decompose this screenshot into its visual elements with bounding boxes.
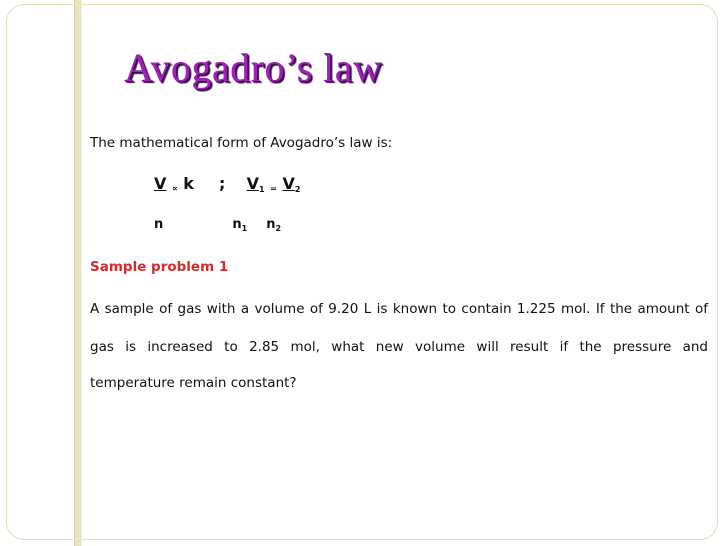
- formula-v2-letter: V: [282, 174, 295, 193]
- formula-v1: [247, 174, 265, 193]
- formula-v1-letter: V: [246, 174, 259, 193]
- slide-title: Avogadro’s law: [124, 45, 383, 90]
- problem-line-2: gas is increased to 2.85 mol, what new volume will result if the pressure and: [90, 339, 708, 355]
- formula-v: V: [154, 174, 167, 193]
- vertical-rail-decoration: [74, 0, 82, 546]
- formula-n1-subscript: 1: [241, 224, 248, 233]
- formula-v2-subscript: 2: [294, 185, 301, 194]
- formula-n2: [266, 217, 281, 232]
- formula-n2-letter: n: [266, 217, 276, 232]
- intro-text: The mathematical form of Avogadro’s law is:: [90, 135, 393, 151]
- formula-n1: [232, 217, 247, 232]
- formula-n: n: [154, 217, 164, 232]
- formula-n2-subscript: 2: [275, 224, 282, 233]
- problem-line-3: temperature remain constant?: [90, 375, 297, 391]
- formula-proportional-symbol: ∝: [171, 184, 178, 193]
- problem-line-1: A sample of gas with a volume of 9.20 L is known to contain 1.225 mol. If the amount of: [90, 301, 708, 317]
- sample-problem-heading: Sample problem 1: [90, 259, 229, 275]
- formula-v2: [282, 174, 300, 193]
- formula-semicolon: ;: [219, 174, 226, 193]
- formula-top-line: [154, 176, 300, 194]
- formula-k: k: [183, 174, 194, 193]
- formula-v1-subscript: 1: [259, 185, 265, 194]
- formula-n1-letter: n: [232, 217, 242, 232]
- formula-equals: =: [270, 184, 277, 193]
- formula-bottom-line: [154, 218, 281, 233]
